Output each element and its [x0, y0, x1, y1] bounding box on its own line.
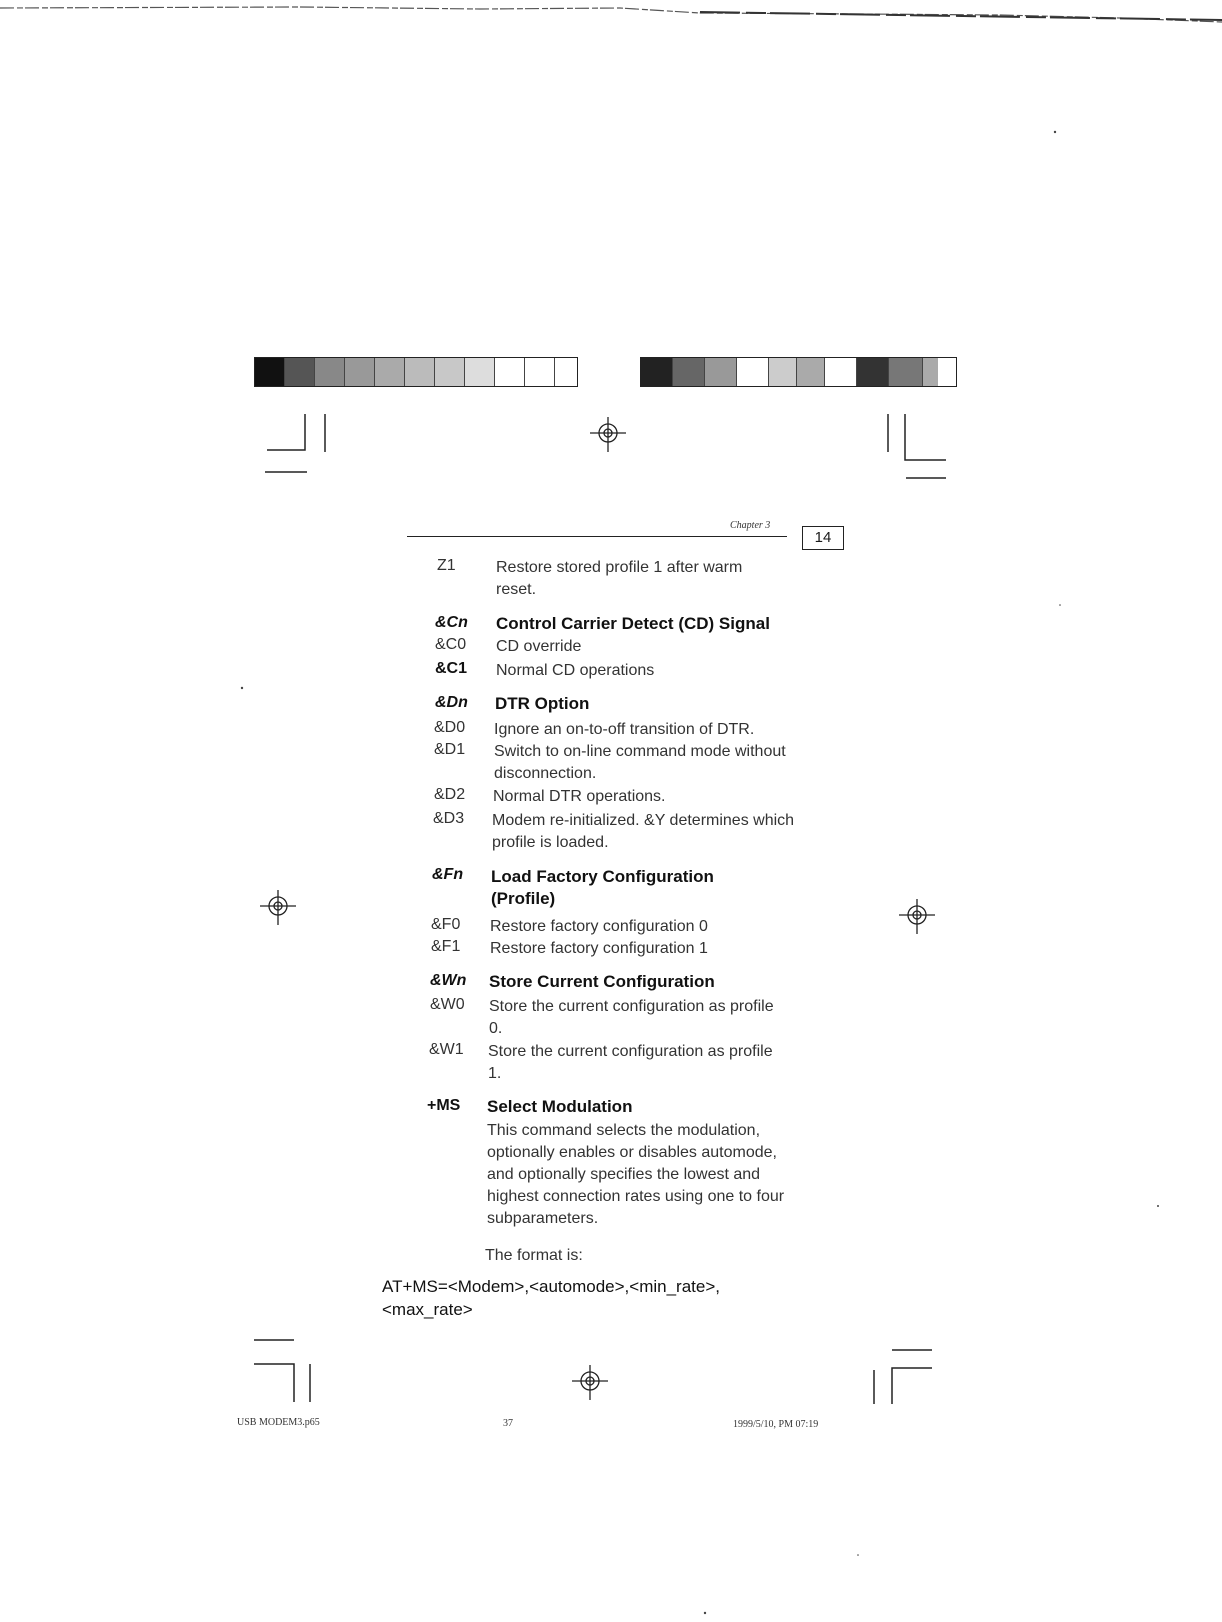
cmd-f0: &F0 — [431, 916, 461, 933]
footer-page: 37 — [503, 1418, 513, 1429]
cmd-wn: &Wn — [430, 972, 467, 989]
cmd-dn: &Dn — [435, 694, 468, 711]
footer-timestamp: 1999/5/10, PM 07:19 — [733, 1419, 819, 1430]
desc-c0: CD override — [496, 638, 582, 655]
desc-d3: Modem re-initialized. &Y determines which profile is loaded. — [492, 812, 795, 851]
cmd-fn: &Fn — [432, 866, 464, 883]
cmd-z1: Z1 — [437, 557, 456, 574]
cmd-ms: +MS — [427, 1097, 461, 1114]
desc-f0: Restore factory configuration 0 — [490, 918, 708, 935]
desc-d2: Normal DTR operations. — [493, 788, 666, 805]
title-cn: Control Carrier Detect (CD) Signal — [496, 614, 770, 633]
desc-d1: Switch to on-line command mode without disconnection. — [494, 743, 786, 782]
desc-f1: Restore factory configuration 1 — [490, 940, 708, 957]
cmd-w1: &W1 — [429, 1041, 464, 1058]
cmd-cn: &Cn — [435, 614, 468, 631]
desc-w0: Store the current configuration as profile 0. — [489, 998, 774, 1037]
cmd-w0: &W0 — [430, 996, 465, 1013]
cmd-c1: &C1 — [435, 660, 468, 677]
desc-d0: Ignore an on-to-off transition of DTR. — [494, 721, 755, 738]
chapter-label: Chapter 3 — [730, 520, 771, 531]
cmd-d1: &D1 — [434, 741, 466, 758]
desc-w1: Store the current configuration as profile 1. — [488, 1043, 773, 1082]
format-line-2: <max_rate> — [382, 1300, 473, 1319]
cmd-f1: &F1 — [431, 938, 461, 955]
title-ms: Select Modulation — [487, 1097, 633, 1116]
footer-filename: USB MODEM3.p65 — [237, 1417, 320, 1428]
ms-description: This command selects the modulation, optionally enables or disables automode, and optionally specifies the lowest and highest connection rates using one to four subparameters. — [487, 1122, 785, 1227]
page-number-box: 14 — [802, 526, 844, 550]
title-wn: Store Current Configuration — [489, 972, 715, 991]
cmd-c0: &C0 — [435, 636, 467, 653]
cmd-d0: &D0 — [434, 719, 466, 736]
cmd-d3: &D3 — [433, 810, 465, 827]
format-intro: The format is: — [485, 1247, 583, 1264]
title-fn: Load Factory Configuration (Profile) — [491, 867, 714, 908]
header-rule — [407, 536, 787, 537]
cmd-d2: &D2 — [434, 786, 466, 803]
desc-z1: Restore stored profile 1 after warm reset. — [496, 559, 743, 598]
title-dn: DTR Option — [495, 694, 590, 713]
desc-c1: Normal CD operations — [496, 662, 655, 679]
format-line-1: AT+MS=<Modem>,<automode>,<min_rate>, — [382, 1277, 720, 1296]
